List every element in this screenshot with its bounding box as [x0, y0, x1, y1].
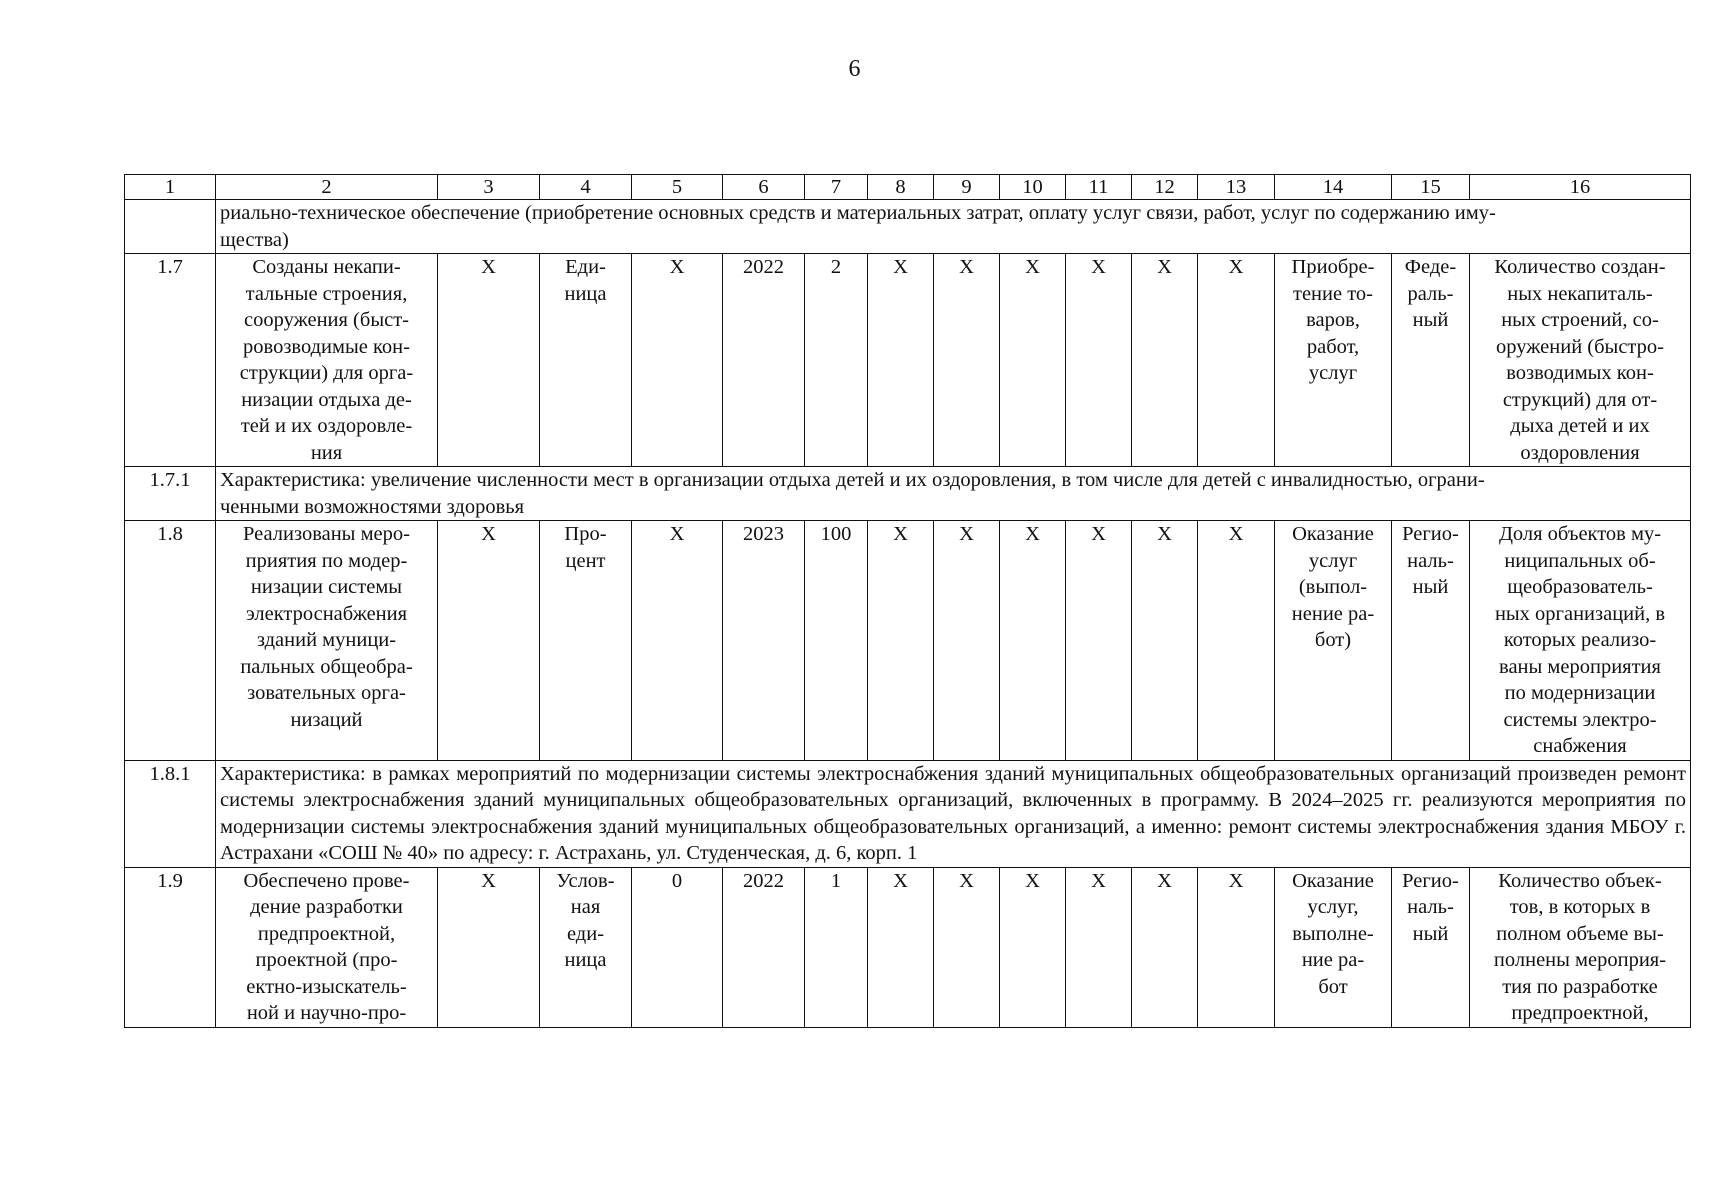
cell-col3: Х [438, 521, 540, 761]
table-row [125, 867, 1691, 1027]
characteristic-row [125, 467, 1691, 521]
cell-col9: Х [934, 521, 1000, 761]
value-cell: 100 [805, 521, 868, 761]
column-number: 6 [723, 175, 805, 200]
cell-col9: Х [934, 254, 1000, 467]
year-cell: 2023 [723, 521, 805, 761]
cell-col12: Х [1132, 521, 1198, 761]
cell-col12: Х [1132, 867, 1198, 1027]
page-number: 6 [848, 56, 861, 82]
level-cell: Регио- наль- ный [1392, 867, 1470, 1027]
cell-col11: Х [1066, 254, 1132, 467]
year-cell: 2022 [723, 254, 805, 467]
cell-col13: Х [1198, 254, 1275, 467]
column-number: 8 [868, 175, 934, 200]
characteristic-text: Характеристика: увеличение численности мест в организации отдыха детей и их оздоровления, в том числе для детей с инвалидностью, ограни- ченными возможностями здоровья [216, 467, 1691, 521]
cell-col8: Х [868, 521, 934, 761]
row-number: 1.8.1 [125, 760, 216, 867]
cell-col12: Х [1132, 254, 1198, 467]
cell-col10: Х [1000, 254, 1066, 467]
column-number: 14 [1275, 175, 1392, 200]
column-number: 12 [1132, 175, 1198, 200]
column-number: 3 [438, 175, 540, 200]
value-cell: 2 [805, 254, 868, 467]
row-number: 1.7 [125, 254, 216, 467]
row-number [125, 200, 216, 254]
result-name: Реализованы меро- приятия по модер- низации системы электроснабжения зданий муници- пальных общеобра- зовательных орга- низаций [216, 521, 438, 761]
column-number: 11 [1066, 175, 1132, 200]
table-row [125, 521, 1691, 761]
indicator-cell: Количество объек- тов, в которых в полном объеме вы- полнены мероприя- тия по разработке предпроектной, [1470, 867, 1691, 1027]
result-name: Обеспечено прове- дение разработки предпроектной, проектной (про- ектно-изыскатель- ной и научно-про- [216, 867, 438, 1027]
cell-col10: Х [1000, 867, 1066, 1027]
cell-col11: Х [1066, 867, 1132, 1027]
cell-col5: 0 [632, 867, 723, 1027]
column-number: 2 [216, 175, 438, 200]
cell-col11: Х [1066, 521, 1132, 761]
indicators-table [124, 174, 1691, 1028]
column-number: 15 [1392, 175, 1470, 200]
column-number: 4 [540, 175, 632, 200]
cell-col5: Х [632, 521, 723, 761]
type-cell: Оказание услуг, выполне- ние ра- бот [1275, 867, 1392, 1027]
unit-cell: Услов- ная еди- ница [540, 867, 632, 1027]
indicator-cell: Доля объектов му- ниципальных об- щеобразователь- ных организаций, в которых реализо- ваны мероприятия по модернизации системы электро- снабжения [1470, 521, 1691, 761]
cell-col8: Х [868, 254, 934, 467]
cell-col8: Х [868, 867, 934, 1027]
column-number: 16 [1470, 175, 1691, 200]
cell-col13: Х [1198, 521, 1275, 761]
cell-col5: Х [632, 254, 723, 467]
column-number: 10 [1000, 175, 1066, 200]
unit-cell: Еди- ница [540, 254, 632, 467]
characteristic-row [125, 760, 1691, 867]
column-number: 1 [125, 175, 216, 200]
column-number: 7 [805, 175, 868, 200]
cell-col10: Х [1000, 521, 1066, 761]
cell-col13: Х [1198, 867, 1275, 1027]
cell-col3: Х [438, 254, 540, 467]
row-number: 1.9 [125, 867, 216, 1027]
row-number: 1.7.1 [125, 467, 216, 521]
column-number: 9 [934, 175, 1000, 200]
column-number: 5 [632, 175, 723, 200]
column-number-row [125, 175, 1691, 200]
type-cell: Приобре- тение то- варов, работ, услуг [1275, 254, 1392, 467]
continuation-row [125, 200, 1691, 254]
row-number: 1.8 [125, 521, 216, 761]
result-name: Созданы некапи- тальные строения, сооружения (быст- ровозводимые кон- струкции) для орга- низации отдыха де- тей и их оздоровле- ния [216, 254, 438, 467]
unit-cell: Про- цент [540, 521, 632, 761]
column-number: 13 [1198, 175, 1275, 200]
year-cell: 2022 [723, 867, 805, 1027]
cell-col3: Х [438, 867, 540, 1027]
level-cell: Регио- наль- ный [1392, 521, 1470, 761]
type-cell: Оказание услуг (выпол- нение ра- бот) [1275, 521, 1392, 761]
cell-col9: Х [934, 867, 1000, 1027]
characteristic-text: Характеристика: в рамках мероприятий по модернизации системы электроснабжения зданий муниципальных общеобразовательных организаций произведен ремонт системы электроснабжения зданий муниципальных общеобразовательных организаций, включенных в программу. В 2024–2025 гг. реализуются мероприятия по модернизации системы электроснабжения зданий муниципальных общеобразовательных организаций, а именно: ремонт системы электроснабжения здания МБОУ г. Астрахани «СОШ № 40» по адресу: г. Астрахань, ул. Студенческая, д. 6, корп. 1 [216, 760, 1691, 867]
value-cell: 1 [805, 867, 868, 1027]
continuation-text: риально-техническое обеспечение (приобретение основных средств и материальных затрат, оплату услуг связи, работ, услуг по содержанию иму- щества) [216, 200, 1691, 254]
table-row [125, 254, 1691, 467]
indicator-cell: Количество создан- ных некапиталь- ных строений, со- оружений (быстро- возводимых кон- струкций) для от- дыха детей и их оздоровления [1470, 254, 1691, 467]
level-cell: Феде- раль- ный [1392, 254, 1470, 467]
